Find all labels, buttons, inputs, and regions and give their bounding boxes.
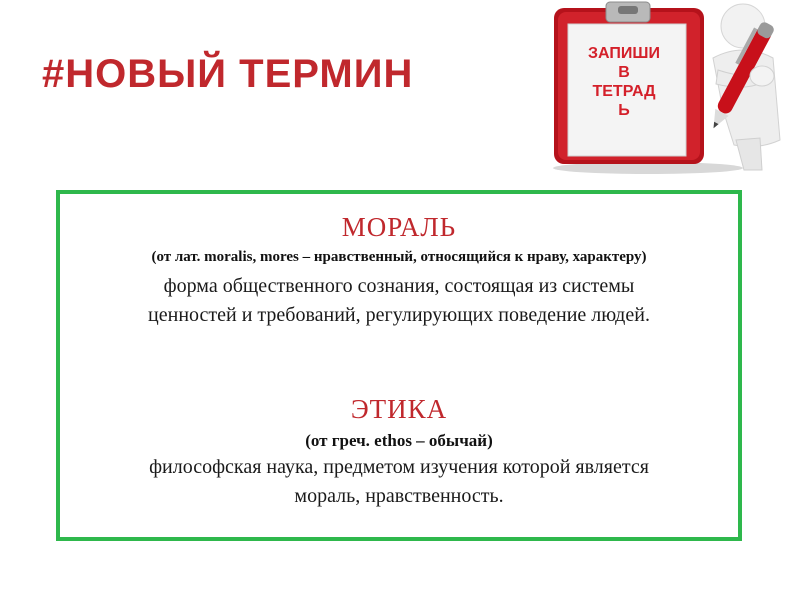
term-definition-line: мораль, нравственность. [294, 485, 504, 507]
term-origin: (от греч. ethos – обычай) [305, 431, 493, 450]
term-definition-line: философская наука, предметом изучения которой является [149, 456, 649, 478]
term-origin: (от лат. moralis, mores – нравственный, относящийся к нраву, характеру) [151, 249, 647, 265]
term-block-ethics [60, 394, 738, 511]
term-name: МОРАЛЬ [341, 212, 457, 242]
clipboard-note-line: ЗАПИШИ [588, 45, 660, 62]
term-block-morality [60, 212, 738, 330]
page-title: #НОВЫЙ ТЕРМИН [42, 52, 414, 96]
clipboard-with-pen-figure-icon [548, 0, 788, 175]
clipboard-note [579, 44, 669, 120]
clipboard-note-line: Ь [618, 102, 630, 119]
term-name: ЭТИКА [350, 394, 448, 424]
clipboard-note-line: В [618, 64, 630, 81]
terms-box [56, 190, 742, 541]
term-definition-line: форма общественного сознания, состоящая из системы [163, 275, 635, 297]
term-definition-line: ценностей и требований, регулирующих поведение людей. [148, 304, 650, 326]
clipboard-note-line: ТЕТРАД [592, 83, 656, 100]
